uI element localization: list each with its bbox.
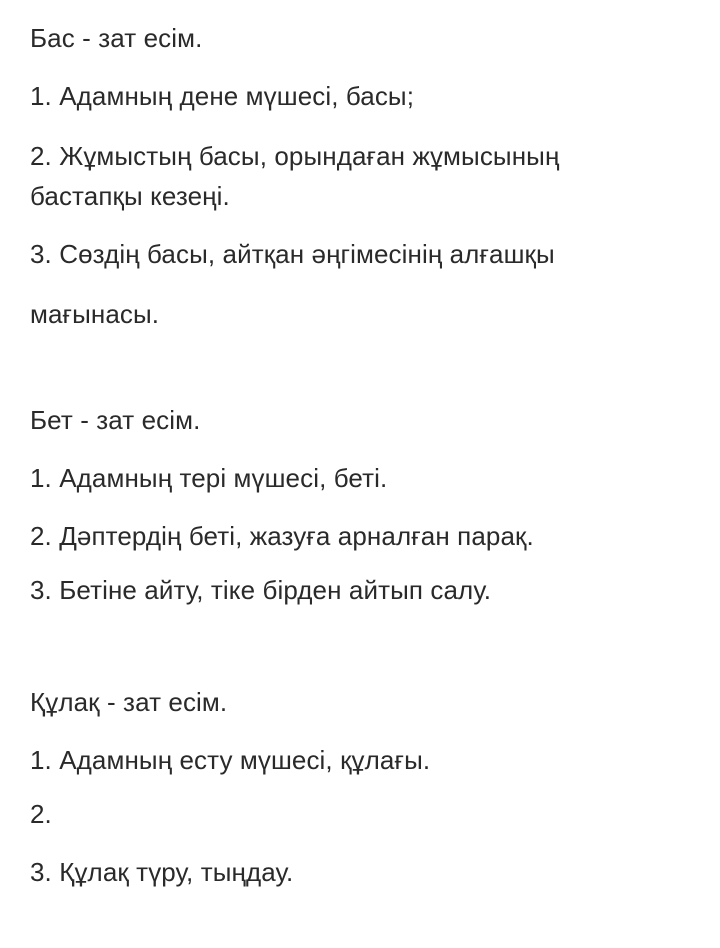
entry-line: 3. Құлақ түру, тыңдау. bbox=[30, 857, 294, 887]
entry-heading-bas: Бас - зат есім. bbox=[30, 23, 203, 53]
entry-line: 2. Дәптердің беті, жазуға арналған парақ. bbox=[30, 521, 534, 551]
entry-line: 3. Сөздің басы, айтқан әңгімесінің алғашқы bbox=[30, 239, 555, 269]
entry-line: 3. Бетіне айту, тіке бірден айтып салу. bbox=[30, 575, 492, 605]
entry-line: бастапқы кезеңі. bbox=[30, 181, 230, 211]
entry-line: 2. Жұмыстың басы, орындаған жұмысының bbox=[30, 141, 560, 171]
entry-heading-qulaq: Құлақ - зат есім. bbox=[30, 687, 228, 717]
entry-line: 1. Адамның есту мүшесі, құлағы. bbox=[30, 745, 431, 775]
entry-heading-bet: Бет - зат есім. bbox=[30, 405, 201, 435]
entry-line: мағынасы. bbox=[30, 299, 160, 329]
entry-line: 1. Адамның дене мүшесі, басы; bbox=[30, 81, 415, 111]
entry-line: 1. Адамның тері мүшесі, беті. bbox=[30, 463, 388, 493]
entry-line: 2. bbox=[30, 799, 52, 829]
